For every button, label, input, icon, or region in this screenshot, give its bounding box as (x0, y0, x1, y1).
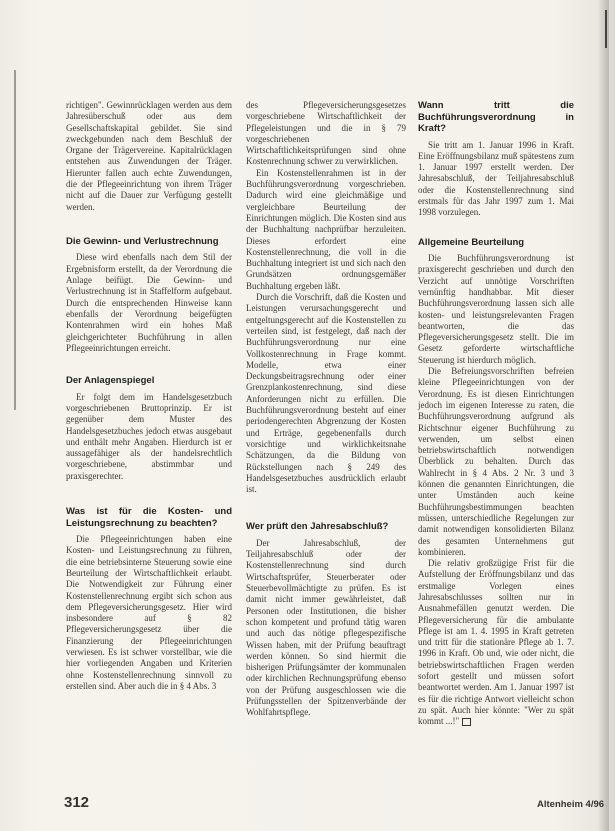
scan-edge-mark (605, 10, 607, 48)
heading-gewinn-verlust: Die Gewinn- und Verlustrechnung (66, 235, 219, 247)
heading-inkrafttreten: Wann tritt die Buchführungsverordnung in Kraft? (418, 100, 574, 134)
scan-edge-line (14, 70, 16, 410)
heading-kostenrechnung: Was ist für die Kosten- und Leistungsrechnung zu beachten? (66, 506, 232, 529)
paragraph-beurteilung-3-text: Die relativ großzügige Frist für die Aufstellung der Eröffnungsbilanz und das erstmalige Vorlegen eines Jahresabschlusses sollten nur in Ausnahmefällen genutzt werden. Die Pflegeversicherung für die ambulante Pflege ist am 1. 4. 1995 in Kraft getreten und tritt für die stationäre Pflege ab 1. 7. 1996 in Kraft. Ob und, wie oder nicht, die betriebswirtschaftlichen Fragen werden sofort gestellt und müssen sofort beantwortet werden. Am 1. Januar 1997 ist es für die richtige Antwort vielleicht schon zu spät. Auch hier könnte: "Wer zu spät kommt ...!" (418, 558, 574, 727)
heading-jahresabschluss-pruefung: Wer prüft den Jahresabschluß? (246, 521, 389, 533)
journal-issue: Altenheim 4/96 (537, 799, 605, 810)
paragraph-beurteilung-3 (418, 558, 574, 727)
end-of-article-icon (462, 718, 471, 726)
paragraph-beurteilung-2: Die Befreiungsvorschriften befreien kleine Pflegeeinrichtungen von der Verordnung. Es ist diesen Einrichtungen jedoch im eigenen Interesse zu raten, die Buchführungsverordnung aufgrund als Richtschnur eigener Buchführung zu verwenden, um selbst einen betriebswirtschaftlich notwendigen Überblick zu behalten. Durch das Wahlrecht in § 4 Abs. 2 Nr. 3 und 3 können die genannten Einrichtungen, die unter Umständen auch keine Buchführungsbestimmungen beachten müssen, unterschiedliche Regelungen zur damit notwendigen konsolidierten Bilanz des gesamten Unternehmens gut kombinieren. (418, 366, 574, 557)
text-column-right (418, 100, 574, 728)
paragraph-gewinn-verlust: Diese wird ebenfalls nach dem Stil der Ergebnisform erstellt, da der Verordnung die Anlage beifügt. Die Gewinn- und Verlustrechnung ist in Staffelform aufgebaut. Durch die entsprechenden Hinweise kann ebenfalls der Verordnung beigefügten Kontenrahmen wird ein hohes Maß gleichgerichteter Buchführung in allen Pflegeeinrichtungen erreicht. (66, 252, 232, 353)
paragraph-kostenstellenrahmen: Ein Kostenstellenrahmen ist in der Buchführungsverordnung vorgeschrieben. Dadurch wird eine gleichmäßige und vergleichbare Beurteilung der Einrichtungen möglich. Die Kosten sind aus der Buchhaltung nachprüfbar herzuleiten. Dieses erfordert eine Kostenstellenrechnung, die voll in die Buchhaltung integriert ist und sich nach den Grundsätzen ordnungsgemäßer Buchhaltung ergeben läßt. (246, 167, 406, 291)
heading-anlagenspiegel: Der Anlagenspiegel (66, 375, 155, 387)
text-column-left (66, 100, 232, 692)
paragraph-anlagenspiegel: Er folgt dem im Handelsgesetzbuch vorgeschriebenen Bruttoprinzip. Er ist gegenüber dem Muster des Handelsgesetzbuches jedoch etwas ausgebaut und enthält mehr Angaben. Hierdurch ist er aussagefähiger als der handelsrechtlich vorgeschriebene, abstimmbar und praxisgerechter. (66, 391, 232, 481)
paragraph-beurteilung-1: Die Buchführungsverordnung ist praxisgerecht geschrieben und durch den Verzicht auf unnötige Vorschriften vernünftig handhabbar. Mit dieser Buchführungsverordnung lassen sich alle kosten- und leistungsrelevanten Fragen beantworten, die das Pflegeversicherungsgesetz stellt. Die im Gesetz geforderte wirtschaftliche Steuerung ist hierdurch möglich. (418, 253, 574, 365)
paragraph-inkrafttreten: Sie tritt am 1. Januar 1996 in Kraft. Eine Eröffnungsbilanz muß spätestens zum 1. Januar 1997 erstellt werden. Der Jahresabschluß, der Teiljahresabschluß oder die Kostenstellenrechnung sind erstmals für das Jahr 1997 zum 1. Mai 1998 vorzulegen. (418, 139, 574, 218)
text-column-middle (246, 100, 406, 719)
page-binding-edge (599, 0, 609, 831)
page-number: 312 (64, 794, 90, 811)
paragraph-intro: richtigen". Gewinnrücklagen werden aus dem Jahresüberschuß oder aus dem Gesellschaftskapital gebildet. Sie sind zweckgebunden nach dem Beschluß der Organe der Trägervereine. Kapitalrücklagen entstehen aus Zuwendungen der Träger. Hierunter fallen auch echte Zuwendungen, die der Pflegeeinrichtung von ihrem Träger nicht auf die Dauer zur Verfügung gestellt werden. (66, 100, 232, 212)
heading-allgemeine-beurteilung: Allgemeine Beurteilung (418, 236, 525, 248)
paragraph-vollkostenrechnung: Durch die Vorschrift, daß die Kosten und Leistungen verursachungsgerecht und entgeltungsgerecht auf die Kostenstellen zu verteilen sind, ist festgelegt, daß nach der Buchführungsverordnung nur eine Vollkostenrechnung in Frage kommt. Modelle, etwa einer Deckungsbeitragsrechnung oder einer Grenzplankostenrechnung, sind diese Anforderungen nicht zu erfüllen. Die Buchführungsverordnung besteht auf einer periodengerechten Abgrenzung der Kosten und Erträge, gegebenenfalls durch vorsichtige und wirklichkeitsnahe Schätzungen, da die Bildung von Rückstellungen nach § 249 des Handelsgesetzbuches ausdrücklich erlaubt ist. (246, 292, 406, 495)
paragraph-pflegeversicherung: des Pflegeversicherungsgesetzes vorgeschriebene Wirtschaftlichkeit der Pflegeleistungen und die in § 79 vorgeschriebenen Wirtschaftlichkeitsprüfungen sind ohne Kostenrechnung schwer zu verwirklichen. (246, 100, 406, 167)
paragraph-kostenrechnung: Die Pflegeeinrichtungen haben eine Kosten- und Leistungsrechnung zu führen, die eine betriebsinterne Steuerung sowie eine Beurteilung der Wirtschaftlichkeit erlaubt. Die Notwendigkeit zur Führung einer Kostenstellenrechnung ergibt sich schon aus dem Pflegeversicherungsgesetz. Hier wird insbesondere auf § 82 Pflegeversicherungsgesetz über die Finanzierung der Pflegeeinrichtungen verwiesen. Es ist schwer vorstellbar, wie die hier vorliegenden Angaben und Kriterien ohne Kostenstellenrechnung sinnvoll zu erstellen sind. Aber auch die in § 4 Abs. 3 (66, 534, 232, 691)
page-footer (0, 794, 615, 818)
paragraph-jahresabschluss-pruefung: Der Jahresabschluß, der Teiljahresabschluß oder der Kostenstellenrechnung sind durch Wirtschaftsprüfer, Steuerberater oder Steuerbevollmächtigte zu prüfen. Es ist damit nicht immer gewährleistet, daß Personen oder Institutionen, die bisher schon kompetent und profund tätig waren und auch das nötige pflegespezifische Wissen haben, mit der Prüfung beauftragt werden können. So sind hiermit die bisherigen Prüfungsämter der kommunalen oder kirchlichen Rechnungsprüfung ebenso von der Prüfung ausgeschlossen wie die Prüfungsstellen der Spitzenverbände der Wohlfahrtspflege. (246, 537, 406, 718)
